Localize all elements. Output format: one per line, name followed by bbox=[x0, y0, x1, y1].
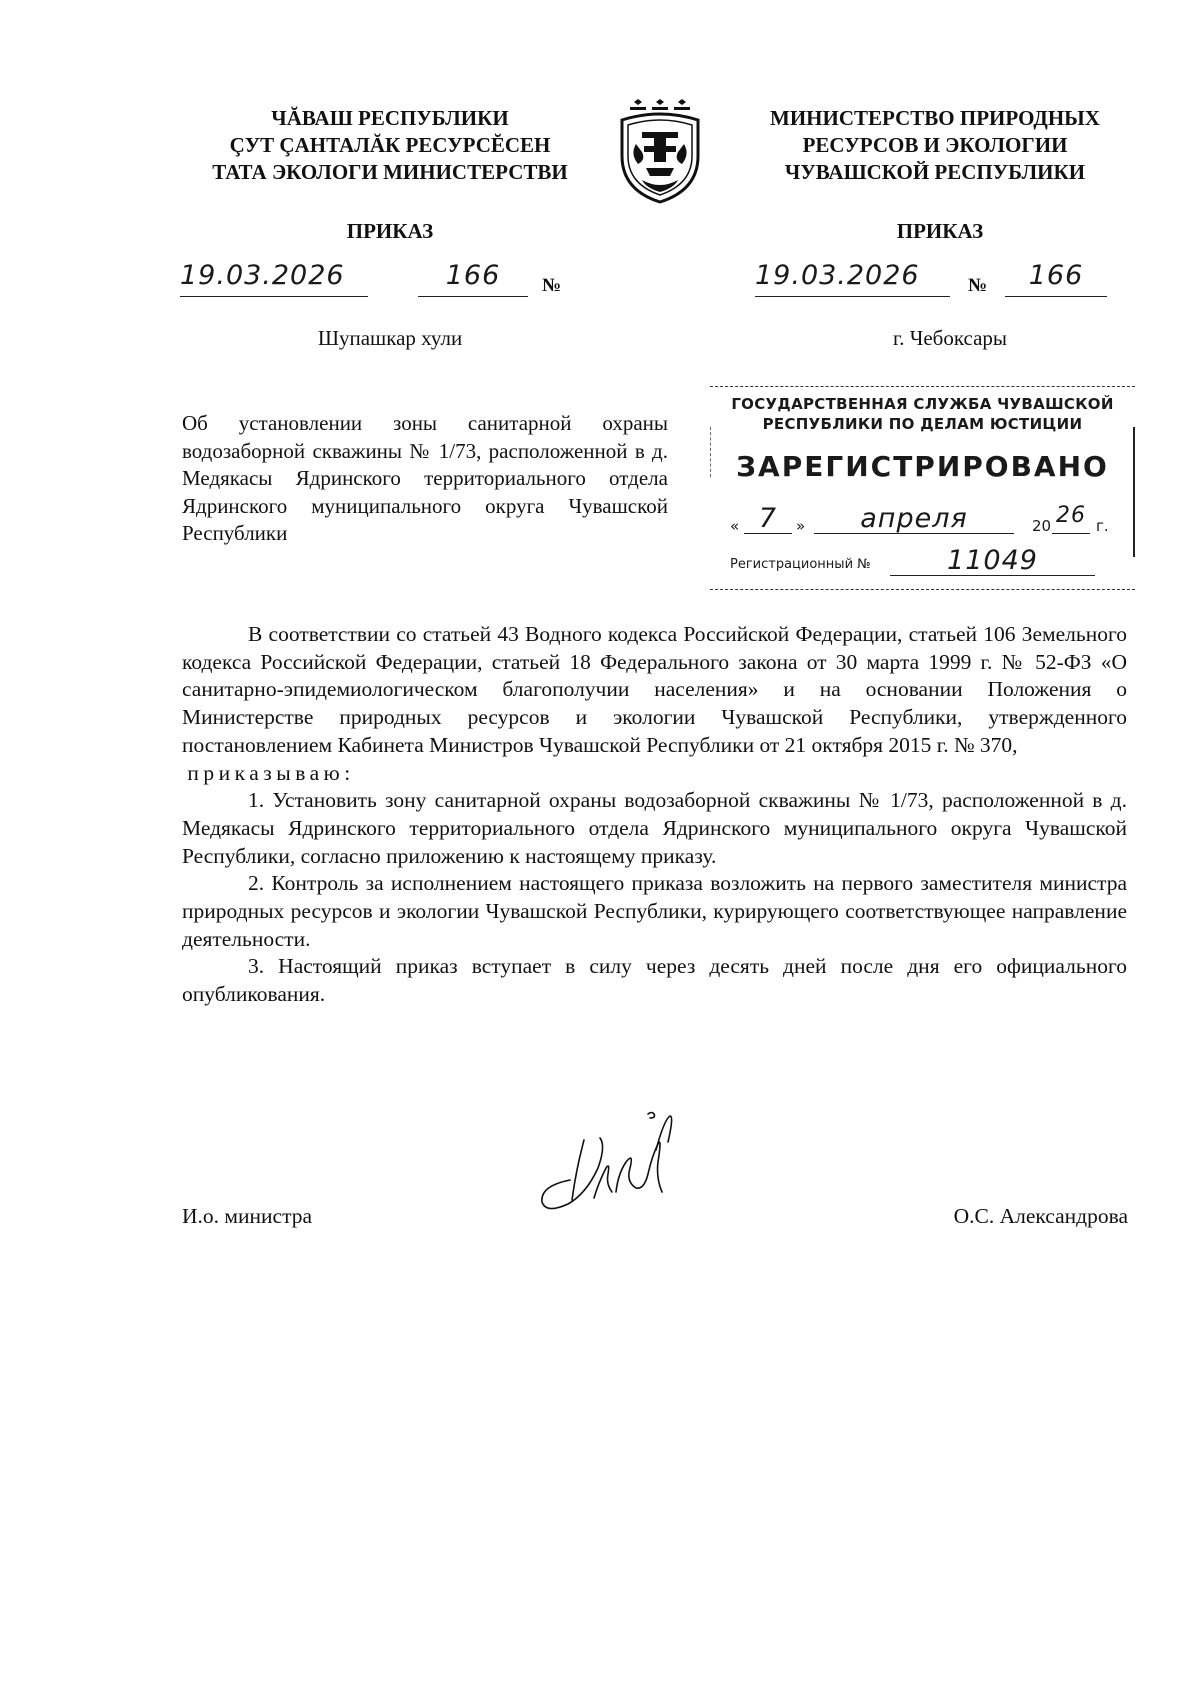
order-number-right-value: 166 bbox=[1028, 260, 1084, 291]
header-left-line: ТАТА ЭКОЛОГИ МИНИСТЕРСТВИ bbox=[212, 160, 568, 184]
stamp-day bbox=[744, 503, 792, 534]
stamp-year-prefix: 20 bbox=[1032, 517, 1052, 535]
header-right-line: ЧУВАШСКОЙ РЕСПУБЛИКИ bbox=[784, 160, 1086, 184]
header-left bbox=[200, 105, 580, 186]
city-left: Шупашкар хули bbox=[317, 326, 463, 350]
order-body bbox=[182, 621, 1127, 1009]
order-date-right-value: 19.03.2026 bbox=[755, 260, 920, 291]
stamp-reg-number-value: 11049 bbox=[947, 545, 1038, 576]
order-subject: Об установлении зоны санитарной охраны водозаборной скважины № 1/73, расположенной в д. Медякасы Ядринского территориального отдела Ядринского муниципального округа Чувашской Республики bbox=[182, 411, 668, 545]
order-date-right bbox=[755, 260, 950, 297]
handwritten-signature bbox=[520, 1110, 700, 1220]
stamp-year-unit: г. bbox=[1096, 517, 1109, 535]
stamp-reg-number bbox=[890, 545, 1095, 576]
number-sign-left: № bbox=[542, 275, 562, 296]
order-number-left bbox=[418, 260, 528, 297]
order-preamble: В соответствии со статьей 43 Водного кодекса Российской Федерации, статьей 106 Земельного кодекса Российской Федерации, статьей 18 Федерального закона от 30 марта 1999 г. № 52-ФЗ «О санитарно-эпидемиологическом благополучии населения» и на основании Положения о Министерстве природных ресурсов и экологии Чувашской Республики, утвержденного постановлением Кабинета Министров Чувашской Республики от 21 октября 2015 г. № 370, bbox=[182, 622, 1127, 757]
order-item: 3. Настоящий приказ вступает в силу через десять дней после дня его официального опубликования. bbox=[182, 954, 1127, 1007]
stamp-year bbox=[1052, 503, 1090, 534]
order-number-left-value: 166 bbox=[445, 260, 501, 291]
stamp-day-value: 7 bbox=[758, 503, 778, 534]
order-title-left: ПРИКАЗ bbox=[346, 219, 434, 243]
stamp-year-value: 26 bbox=[1056, 503, 1086, 528]
order-item: 2. Контроль за исполнением настоящего приказа возложить на первого заместителя министра природных ресурсов и экологии Чувашской Республики, курирующего соответствующее направление деятельности. bbox=[182, 871, 1127, 951]
header-left-line: ЧĂВАШ РЕСПУБЛИКИ bbox=[271, 106, 509, 130]
order-word-paragraph bbox=[182, 760, 1127, 788]
header-left-line: ÇУТ ÇАНТАЛĂК РЕСУРСĔСЕН bbox=[229, 133, 551, 157]
registration-stamp bbox=[710, 386, 1135, 590]
order-date-left bbox=[180, 260, 368, 297]
number-sign-right: № bbox=[968, 275, 988, 296]
order-title-right: ПРИКАЗ bbox=[896, 219, 984, 243]
order-number-right bbox=[1005, 260, 1107, 297]
stamp-reg-row bbox=[730, 545, 1130, 579]
header-right bbox=[745, 105, 1125, 186]
signer-position: И.о. министра bbox=[182, 1204, 313, 1228]
stamp-month-value: апреля bbox=[860, 503, 968, 534]
stamp-quote-open: « bbox=[730, 517, 740, 535]
stamp-right-border bbox=[1133, 427, 1135, 557]
stamp-date-row bbox=[730, 503, 1130, 537]
header-right-line: МИНИСТЕРСТВО ПРИРОДНЫХ bbox=[770, 106, 1100, 130]
chuvash-republic-emblem-icon bbox=[612, 98, 708, 208]
stamp-org-line2: РЕСПУБЛИКИ ПО ДЕЛАМ ЮСТИЦИИ bbox=[762, 415, 1083, 433]
stamp-month bbox=[814, 503, 1014, 534]
signer-name: О.С. Александрова bbox=[953, 1204, 1128, 1228]
order-item: 1. Установить зону санитарной охраны водозаборной скважины № 1/73, расположенной в д. Медякасы Ядринского территориального отдела Ядринского муниципального округа Чувашской Республики, согласно приложению к настоящему приказу. bbox=[182, 788, 1127, 868]
stamp-registered: ЗАРЕГИСТРИРОВАНО bbox=[736, 450, 1109, 483]
stamp-org-line1: ГОСУДАРСТВЕННАЯ СЛУЖБА ЧУВАШСКОЙ bbox=[731, 395, 1114, 413]
stamp-reg-label: Регистрационный № bbox=[730, 557, 871, 572]
stamp-quote-close: » bbox=[796, 517, 806, 535]
header-right-line: РЕСУРСОВ И ЭКОЛОГИИ bbox=[802, 133, 1068, 157]
city-right: г. Чебоксары bbox=[892, 326, 1008, 350]
order-date-left-value: 19.03.2026 bbox=[180, 260, 345, 291]
order-word: приказываю: bbox=[187, 760, 355, 785]
